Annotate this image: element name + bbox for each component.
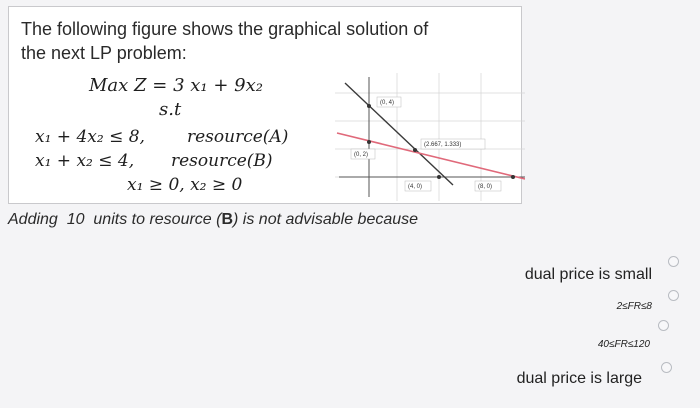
- option-label-dual-price-small: dual price is small: [524, 266, 652, 283]
- label-intersection: (2.667, 1.333): [424, 142, 462, 148]
- constraint-b-tag: resource(B): [171, 151, 273, 171]
- nonnegativity-constraint: x₁ ≥ 0, x₂ ≥ 0: [127, 175, 243, 195]
- option-label-fr-40-120: 40≤FR≤120: [597, 339, 650, 350]
- option-label-dual-price-large: dual price is large: [516, 370, 642, 387]
- prompt-number: 10: [66, 211, 85, 228]
- question-title-line2: the next LP problem:: [21, 43, 187, 63]
- prompt-resource: B: [221, 211, 234, 228]
- option-radio-dual-price-large[interactable]: [661, 362, 672, 373]
- constraint-a: x₁ + 4x₂ ≤ 8,: [35, 127, 145, 147]
- point-intersection: [413, 148, 417, 152]
- point-8-0: [511, 175, 515, 179]
- option-radio-fr-40-120[interactable]: [658, 320, 669, 331]
- label-4-0: (4, 0): [408, 184, 423, 190]
- question-title-line1: The following figure shows the graphical solution of: [21, 19, 429, 39]
- label-0-2: (0, 2): [354, 152, 369, 158]
- question-prompt: [8, 211, 418, 229]
- question-text: [21, 17, 428, 65]
- subject-to-label: s.t: [159, 99, 182, 120]
- constraint-a-tag: resource(A): [187, 127, 289, 147]
- label-8-0: (8, 0): [478, 184, 493, 190]
- constraint-b: x₁ + x₂ ≤ 4,: [35, 151, 135, 171]
- objective-function: Max Z = 3 x₁ + 9x₂: [89, 75, 263, 96]
- lp-graph: [335, 73, 525, 201]
- prompt-units: units to resource (: [93, 211, 222, 228]
- point-0-2: [367, 140, 371, 144]
- prompt-adding: Adding: [8, 211, 58, 228]
- option-label-fr-2-8: 2≤FR≤8: [616, 301, 652, 312]
- prompt-after: ) is not advisable because: [233, 211, 419, 228]
- point-0-4: [367, 104, 371, 108]
- option-radio-fr-2-8[interactable]: [668, 290, 679, 301]
- label-0-4: (0, 4): [380, 100, 395, 106]
- option-radio-dual-price-small[interactable]: [668, 256, 679, 267]
- point-4-0: [437, 175, 441, 179]
- question-card: [8, 6, 522, 204]
